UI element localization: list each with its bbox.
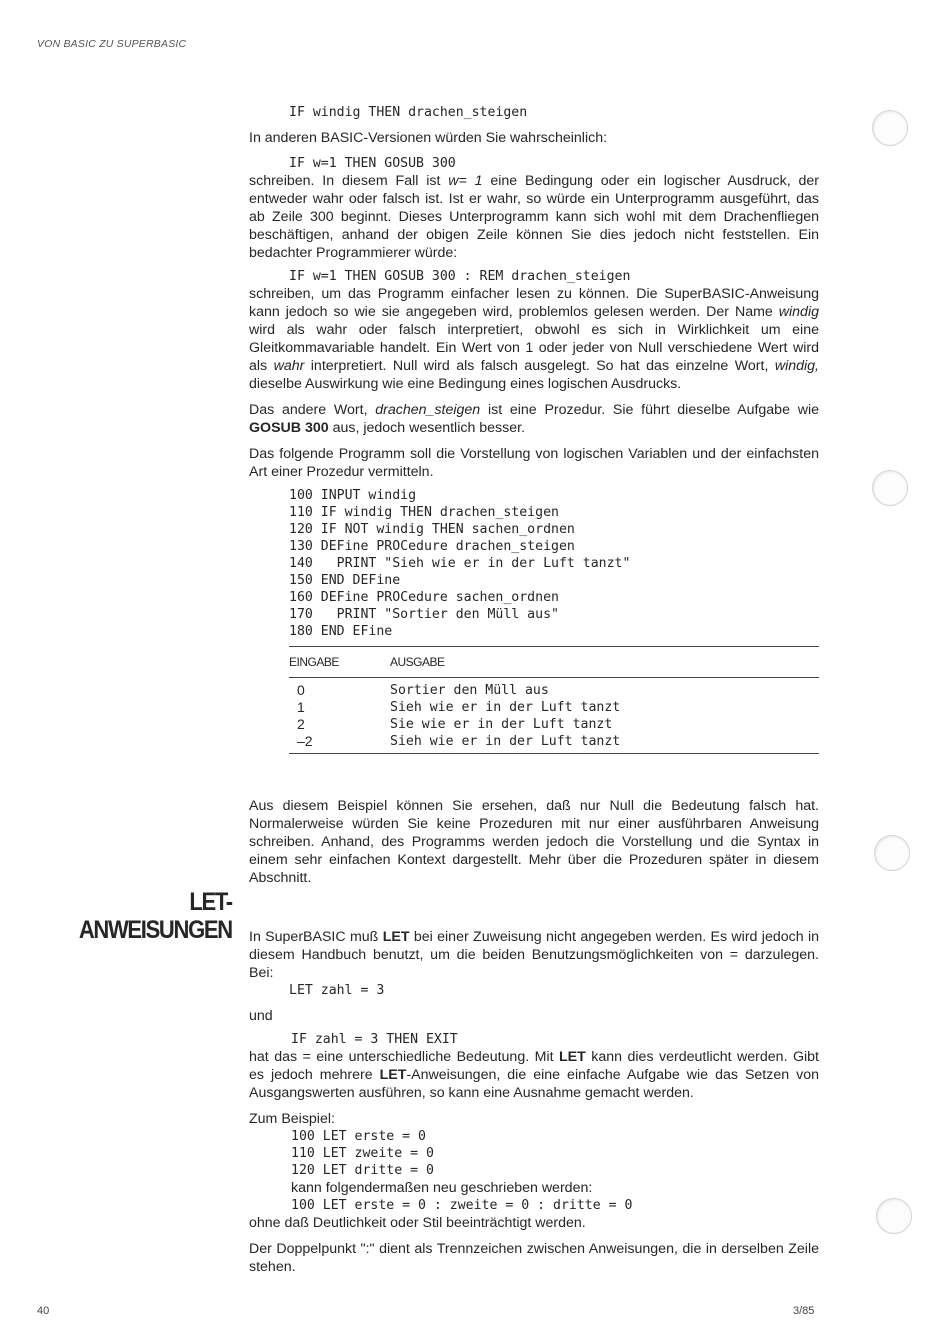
page-number: 40: [37, 1305, 50, 1317]
program-line: 110 LET zweite = 0: [291, 1146, 434, 1161]
code-line: IF zahl = 3 THEN EXIT: [291, 1032, 458, 1047]
paragraph: schreiben, um das Programm einfacher lesen zu können. Die SuperBASIC-Anweisung kann jedoch so wie sie angegeben wird, problemlos gelesen werden. Der Name windig wird als wahr oder falsch interpretiert, obwohl es sich in Wirklichkeit um eine Gleitkommavariable handelt. Ein Wert von 1 oder jeder von Null verschiedene Wert wird als wahr interpretiert. Null wird als falsch ausgelegt. So hat das einzelne Wort, windig, dieselbe Auswirkung wie eine Bedingung eines logischen Ausdrucks.: [249, 286, 819, 392]
program-line: 140 PRINT "Sieh wie er in der Luft tanzt": [289, 556, 631, 571]
main-column-bottom: [249, 928, 819, 1276]
column-header-output: AUSGABE: [390, 647, 819, 678]
output-cell: Sieh wie er in der Luft tanzt: [390, 733, 819, 754]
paragraph: Zum Beispiel:: [249, 1111, 335, 1127]
program-line: 100 INPUT windig: [289, 488, 417, 503]
input-cell: 0: [297, 682, 305, 698]
output-cell: Sieh wie er in der Luft tanzt: [390, 700, 621, 715]
binder-hole: [876, 1198, 912, 1234]
section-heading: [79, 888, 232, 944]
edition-label: 3/85: [793, 1305, 815, 1317]
paragraph: kann folgendermaßen neu geschrieben werden:: [291, 1180, 593, 1196]
binder-hole: [872, 110, 908, 146]
paragraph: In SuperBASIC muß LET bei einer Zuweisung nicht angegeben werden. Es wird jedoch in diesem Handbuch benutzt, um die beiden Benutzungsmöglichkeiten von = darzulegen. Bei:: [249, 929, 819, 981]
table-row: [289, 733, 819, 754]
code-line: IF w=1 THEN GOSUB 300: [289, 156, 456, 171]
binder-hole: [872, 470, 908, 506]
paragraph: ohne daß Deutlichkeit oder Stil beeinträchtigt werden.: [249, 1215, 586, 1231]
program-line: 180 END EFine: [289, 624, 393, 639]
table-row: [289, 678, 819, 700]
paragraph: Das andere Wort, drachen_steigen ist eine Prozedur. Sie führt dieselbe Aufgabe wie GOSUB 300 aus, jedoch wesentlich besser.: [249, 402, 819, 436]
paragraph: In anderen BASIC-Versionen würden Sie wahrscheinlich:: [249, 130, 608, 146]
paragraph: Aus diesem Beispiel können Sie ersehen, daß nur Null die Bedeutung falsch hat. Normalerweise würden Sie keine Prozeduren mit nur einer ausführbaren Anweisung schreiben. Anhand, des Programms werden jedoch die Vorstellung und die Syntax in einem sehr einfachen Kontext dargestellt. Mehr über die Prozeduren später in diesem Abschnitt.: [249, 798, 819, 886]
output-cell: Sie wie er in der Luft tanzt: [390, 717, 613, 732]
program-line: 170 PRINT "Sortier den Müll aus": [289, 607, 559, 622]
program-line: 120 LET dritte = 0: [291, 1163, 434, 1178]
paragraph: schreiben. In diesem Fall ist w= 1 eine Bedingung oder ein logischer Ausdruck, der entweder wahr oder falsch ist. Ist er wahr, so würde ein Unterprogramm ausgeführt, das ab Zeile 300 beginnt. Dieses Unterprogramm kann sich wohl mit dem Drachenfliegen beschäftigen, anhand der obigen Zeile können Sie dies jedoch nicht feststellen. Ein bedachter Programmierer würde:: [249, 173, 819, 261]
output-cell: Sortier den Müll aus: [390, 683, 549, 698]
column-header-input: EINGABE: [289, 647, 390, 678]
paragraph: Das folgende Programm soll die Vorstellung von logischen Variablen und der einfachsten Art einer Prozedur vermitteln.: [249, 446, 819, 480]
input-cell: 1: [297, 699, 305, 715]
section-heading-line: LET-: [189, 888, 232, 916]
code-line: LET zahl = 3: [289, 983, 385, 998]
program-listing: [249, 1128, 819, 1179]
binder-hole: [874, 835, 910, 871]
input-cell: –2: [289, 733, 390, 754]
table-row: [289, 716, 819, 733]
paragraph: und: [249, 1008, 273, 1024]
input-output-table: [289, 646, 819, 754]
table-row: [289, 699, 819, 716]
section-heading-line: ANWEISUNGEN: [79, 916, 232, 944]
main-column-middle: [249, 797, 819, 887]
paragraph: hat das = eine unterschiedliche Bedeutung. Mit LET kann dies verdeutlicht werden. Gibt es jedoch mehrere LET-Anweisungen, die eine einfache Aufgabe wie das Setzen von Ausgangswerten ausführen, so kann eine Ausnahme gemacht werden.: [249, 1049, 819, 1101]
code-line: IF windig THEN drachen_steigen: [289, 105, 528, 120]
program-line: 150 END DEFine: [289, 573, 401, 588]
input-cell: 2: [297, 716, 305, 732]
program-line: 120 IF NOT windig THEN sachen_ordnen: [289, 522, 575, 537]
program-line: 100 LET erste = 0: [291, 1129, 426, 1144]
program-listing: [249, 487, 819, 640]
code-line: 100 LET erste = 0 : zweite = 0 : dritte = 0: [291, 1198, 633, 1213]
paragraph: Der Doppelpunkt ":" dient als Trennzeichen zwischen Anweisungen, die in derselben Zeile stehen.: [249, 1241, 819, 1275]
code-line: IF w=1 THEN GOSUB 300 : REM drachen_steigen: [289, 269, 631, 284]
program-line: 130 DEFine PROCedure drachen_steigen: [289, 539, 575, 554]
program-line: 110 IF windig THEN drachen_steigen: [289, 505, 559, 520]
main-column-top: [249, 104, 819, 754]
program-line: 160 DEFine PROCedure sachen_ordnen: [289, 590, 559, 605]
running-title: VON BASIC ZU SUPERBASIC: [37, 38, 187, 50]
